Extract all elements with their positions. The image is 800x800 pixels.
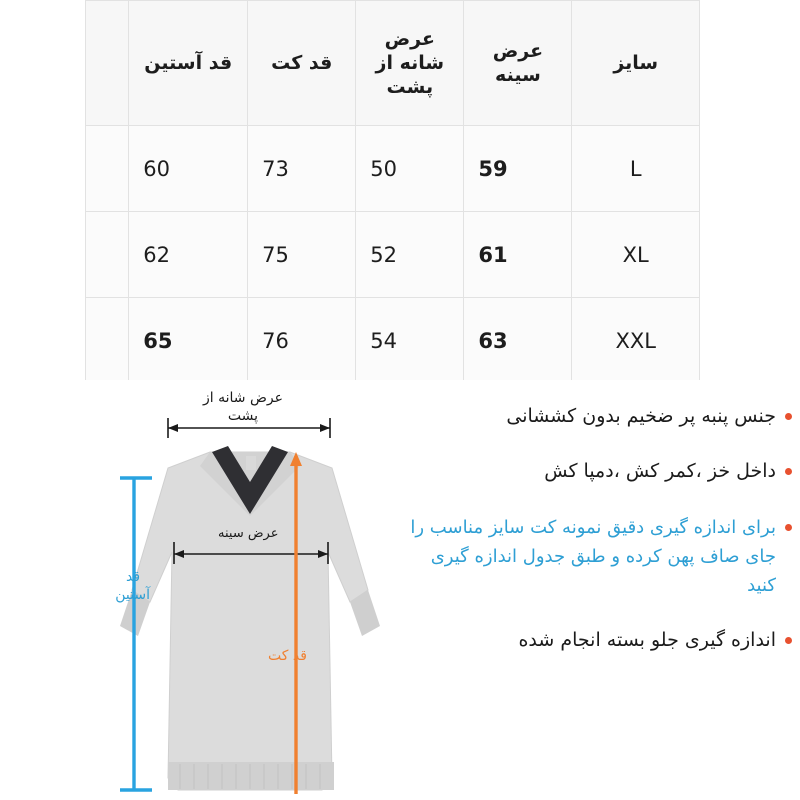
measurement-panel bbox=[0, 380, 800, 800]
col-header-chest: عرض سینه bbox=[464, 1, 572, 126]
list-item bbox=[397, 513, 792, 600]
feature-bullet-list bbox=[397, 402, 792, 682]
cell-size: XL bbox=[572, 212, 700, 298]
list-item bbox=[397, 457, 792, 486]
bullet-text: اندازه گیری جلو بسته انجام شده bbox=[518, 629, 776, 652]
cell-chest: 61 bbox=[464, 212, 572, 298]
label-shoulder-width: عرض شانه از پشت bbox=[203, 390, 283, 424]
cell-size: L bbox=[572, 126, 700, 212]
list-item bbox=[397, 402, 792, 431]
cell-shoulder: 52 bbox=[356, 212, 464, 298]
bullet-dot-icon bbox=[785, 413, 792, 420]
cell-length: 73 bbox=[248, 126, 356, 212]
bullet-text: جنس پنبه پر ضخیم بدون کششانی bbox=[506, 405, 776, 427]
cell-chest: 63 bbox=[464, 298, 572, 384]
list-item bbox=[397, 626, 792, 655]
col-header-shoulder: عرض شانه از پشت bbox=[356, 1, 464, 126]
cell-sleeve: 60 bbox=[129, 126, 248, 212]
size-table-container bbox=[85, 0, 700, 431]
bullet-dot-icon bbox=[785, 468, 792, 475]
bullet-text: داخل خز ،کمر کش ،دمپا کش bbox=[544, 460, 776, 483]
bullet-text: برای اندازه گیری دقیق نمونه کت سایز مناسب را جای صاف پهن کرده و طبق جدول اندازه گیری کنید bbox=[410, 516, 776, 597]
cell-shoulder: 50 bbox=[356, 126, 464, 212]
table-row bbox=[86, 212, 700, 298]
cell-spacer bbox=[86, 212, 129, 298]
bullet-dot-icon bbox=[785, 637, 792, 644]
table-row bbox=[86, 126, 700, 212]
col-header-length: قد کت bbox=[248, 1, 356, 126]
cell-length: 76 bbox=[248, 298, 356, 384]
cell-sleeve: 65 bbox=[129, 298, 248, 384]
cell-spacer bbox=[86, 126, 129, 212]
cell-length: 75 bbox=[248, 212, 356, 298]
size-table-head bbox=[86, 1, 700, 126]
bullet-dot-icon bbox=[785, 524, 792, 531]
col-header-size: سایز bbox=[572, 1, 700, 126]
label-jacket-length: قد کت bbox=[268, 648, 307, 664]
label-chest-width: عرض سینه bbox=[218, 526, 279, 541]
cell-chest: 59 bbox=[464, 126, 572, 212]
col-header-sleeve: قد آستین bbox=[129, 1, 248, 126]
cell-sleeve: 62 bbox=[129, 212, 248, 298]
garment-diagram bbox=[100, 390, 400, 800]
col-header-spacer bbox=[86, 1, 129, 126]
table-row bbox=[86, 298, 700, 384]
cell-spacer bbox=[86, 298, 129, 384]
label-sleeve-length: قد آستین bbox=[115, 569, 150, 604]
size-table bbox=[85, 0, 700, 431]
cell-shoulder: 54 bbox=[356, 298, 464, 384]
cell-size: XXL bbox=[572, 298, 700, 384]
table-header-row bbox=[86, 1, 700, 126]
